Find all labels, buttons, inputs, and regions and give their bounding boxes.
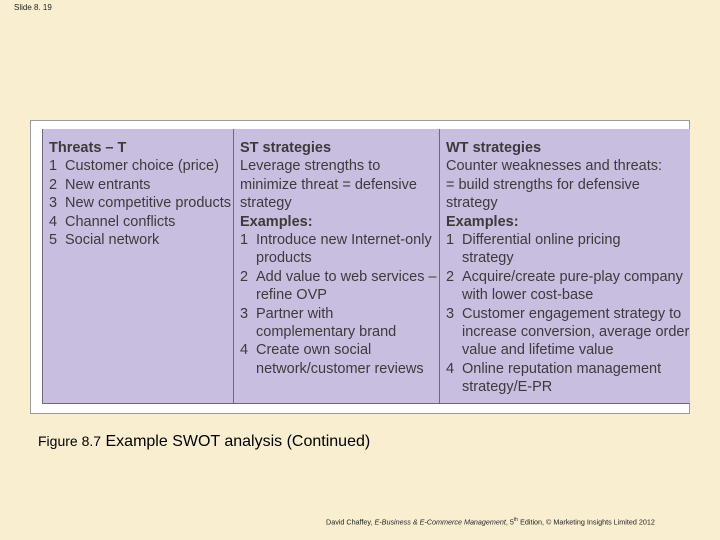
threat-item (49, 213, 233, 231)
item-text: New competitive products (65, 195, 232, 212)
item-text: Customer engagement strategy to increase conversion, average order value and lifetime value (462, 305, 690, 359)
st-example-item (240, 341, 439, 378)
item-text: Create own social network/customer reviews (256, 342, 424, 377)
item-number: 5 (49, 232, 58, 249)
wt-example-item (446, 231, 691, 268)
item-number: 3 (446, 305, 455, 322)
threats-heading: Threats – T (49, 140, 127, 156)
wt-strategies-column (440, 129, 691, 403)
item-text: Acquire/create pure-play company with lower cost-base (462, 268, 683, 304)
item-text: Partner with complementary brand (256, 305, 397, 341)
wt-example-item (446, 360, 691, 397)
footer-edition-suffix: th (513, 517, 519, 523)
wt-example-item (446, 305, 691, 360)
item-number: 2 (240, 268, 249, 285)
figure-label: Figure 8.7 (38, 433, 102, 449)
item-text: Customer choice (price) (65, 158, 219, 175)
wt-intro: Counter weaknesses and threats: = build strengths for defensive strategy (446, 158, 663, 212)
item-number: 3 (49, 195, 58, 212)
copyright-footer (326, 517, 655, 526)
threats-column (43, 129, 234, 403)
item-text: Social network (65, 232, 160, 249)
threat-item (49, 231, 233, 249)
st-strategies-column (234, 129, 440, 403)
wt-heading: WT strategies (446, 140, 542, 156)
st-intro: Leverage strengths to minimize threat = defensive strategy (240, 158, 417, 212)
threat-item (49, 157, 233, 175)
st-example-item (240, 268, 439, 305)
item-text: Introduce new Internet-only products (256, 232, 432, 267)
st-heading: ST strategies (240, 140, 332, 156)
threat-item (49, 176, 233, 194)
slide-number: Slide 8. 19 (14, 3, 52, 12)
item-number: 4 (240, 342, 249, 359)
item-number: 2 (446, 268, 455, 285)
st-example-item (240, 305, 439, 342)
item-text: Differential online pricing strategy (462, 232, 621, 267)
item-text: Online reputation management strategy/E-PR (462, 360, 662, 396)
item-number: 1 (240, 232, 249, 249)
footer-book-title: E-Business & E-Commerce Management (374, 517, 506, 527)
st-example-item (240, 231, 439, 268)
item-number: 2 (49, 176, 58, 193)
footer-rest: Edition, © Marketing Insights Limited 2012 (518, 517, 655, 527)
st-examples-label: Examples: (240, 213, 313, 230)
item-number: 4 (49, 213, 58, 230)
figure-frame (30, 120, 690, 414)
item-text: Channel conflicts (65, 213, 176, 230)
item-text: Add value to web services – refine OVP (256, 268, 437, 304)
item-number: 1 (49, 158, 58, 175)
threat-item (49, 194, 233, 212)
wt-example-item (446, 268, 691, 305)
item-number: 3 (240, 305, 249, 322)
item-text: New entrants (65, 176, 151, 193)
footer-author: David Chaffey, (326, 517, 373, 527)
item-number: 1 (446, 232, 455, 249)
wt-examples-label: Examples: (446, 213, 519, 230)
item-number: 4 (446, 360, 455, 377)
footer-edition-number: , 5 (505, 517, 514, 527)
caption-text: Example SWOT analysis (Continued) (105, 433, 371, 450)
figure-caption (38, 433, 370, 451)
swot-table (42, 129, 690, 404)
